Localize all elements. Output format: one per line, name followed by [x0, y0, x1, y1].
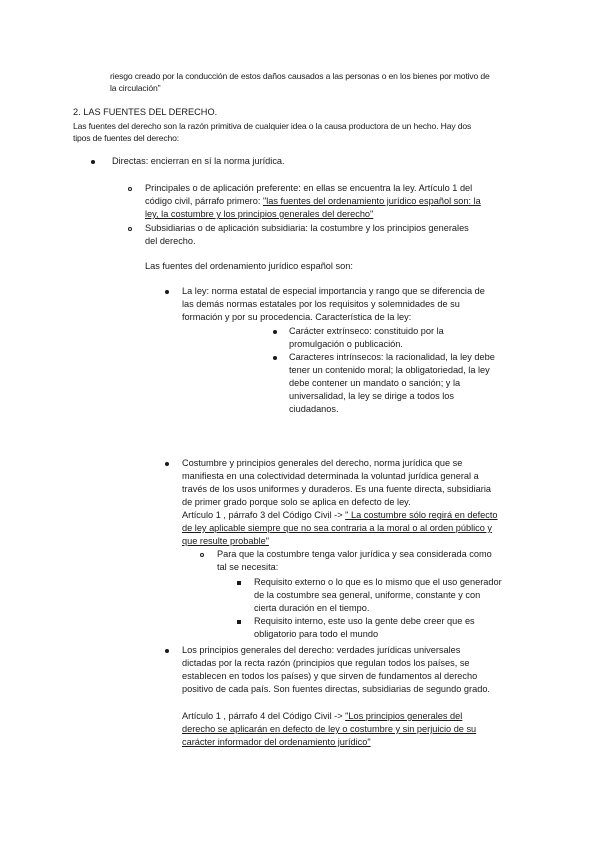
interno-line-2: obligatorio para todo el mundo	[254, 629, 379, 639]
intro-line-2: la circulación"	[110, 83, 161, 93]
principios-article-line-2: derecho se aplicarán en defecto de ley o costumbre y sin perjuicio de su	[182, 724, 477, 734]
bullet-dot-icon	[273, 356, 277, 360]
section-heading: 2. LAS FUENTES DEL DERECHO.	[73, 107, 218, 117]
bullet-dot-icon	[91, 160, 95, 164]
externo-line-3: cierta duración en el tiempo.	[254, 603, 370, 613]
costumbre-line-6: de ley aplicable siempre que no sea contraria a la moral o al orden público y	[182, 523, 493, 533]
principios-line-2: dictadas por la recta razón (principios que regulan todos los países, se	[182, 658, 470, 668]
principios-line-4: positivo de cada país. Son fuentes directas, subsidiarias de segundo grado.	[182, 684, 490, 694]
bullet-dot-icon	[165, 462, 169, 466]
principales-line-3: ley, la costumbre y los principios generales del derecho"	[145, 209, 374, 219]
externo-line-1: Requisito externo o lo que es lo mismo que el uso generador	[254, 577, 502, 587]
costumbre-line-3: través de los usos uniformes y duraderos. Es una fuente directa, subsidiaria	[182, 484, 491, 494]
list-item-directas: Directas: encierran en sí la norma jurídica.	[112, 156, 285, 166]
bullet-dot-icon	[165, 290, 169, 294]
costumbre-line-5: Artículo 1 , párrafo 3 del Código Civil -> " La costumbre sólo regirá en defecto	[182, 510, 498, 520]
ley-line-1: La ley: norma estatal de especial importancia y rango que se diferencia de	[182, 286, 485, 296]
costumbre-line-4: de primer grado porque solo se aplica en defecto de ley.	[182, 497, 411, 507]
principios-article-line-3: carácter informador del ordenamiento jurídico"	[182, 737, 371, 747]
bullet-circle-icon	[128, 227, 132, 231]
quote-underlined: "Los principios generales del	[345, 711, 463, 721]
intro-line-1: riesgo creado por la conducción de estos daños causados a las personas o en los bienes por motivo de	[110, 71, 490, 81]
quote-underlined: " La costumbre sólo regirá en defecto	[345, 510, 498, 520]
valor-line-2: tal se necesita:	[217, 562, 279, 572]
interno-line-1: Requisito interno, este uso la gente debe creer que es	[254, 616, 475, 626]
intrinsecos-line-3: debe contener un mandato o sanción; y la	[289, 378, 461, 388]
extrinseco-line-2: promulgación o publicación.	[289, 339, 403, 349]
ley-line-3: formación y por su procedencia. Característica de la ley:	[182, 312, 412, 322]
costumbre-line-1: Costumbre y principios generales del derecho, norma jurídica que se	[182, 458, 463, 468]
bullet-circle-icon	[200, 553, 204, 557]
principios-line-3: establecen en todos los países) y que sirven de fundamentos al derecho	[182, 671, 478, 681]
principios-line-1: Los principios generales del derecho: verdades jurídicas universales	[182, 645, 461, 655]
subsidiarias-line-1: Subsidiarias o de aplicación subsidiaria: la costumbre y los principios generales	[145, 223, 469, 233]
ley-line-2: las demás normas estatales por los requisitos y solemnidades de su	[182, 299, 460, 309]
intrinsecos-line-1: Caracteres intrínsecos: la racionalidad, la ley debe	[289, 352, 495, 362]
fuentes-intro: Las fuentes del ordenamiento jurídico español son:	[145, 261, 353, 271]
valor-line-1: Para que la costumbre tenga valor jurídica y sea considerada como	[217, 549, 492, 559]
intrinsecos-line-4: universalidad, la ley se dirige a todos los	[289, 391, 454, 401]
extrinseco-line-1: Carácter extrínseco: constituido por la	[289, 326, 444, 336]
bullet-square-icon	[237, 620, 241, 624]
externo-line-2: de la costumbre sea general, uniforme, constante y con	[254, 590, 481, 600]
intrinsecos-line-5: ciudadanos.	[289, 404, 339, 414]
bullet-circle-icon	[128, 187, 132, 191]
quote-underlined: "las fuentes del ordenamiento jurídico español son: la	[262, 196, 481, 206]
principales-line-1: Principales o de aplicación preferente: en ellas se encuentra la ley. Artículo 1 del	[145, 183, 473, 193]
costumbre-line-7: que resulte probable"	[182, 536, 270, 546]
intrinsecos-line-2: tener un contenido moral; la obligatoriedad, la ley	[289, 365, 490, 375]
section-paragraph-line-2: tipos de fuentes del derecho:	[73, 133, 180, 143]
bullet-dot-icon	[165, 649, 169, 653]
principios-article-line-1: Artículo 1 , párrafo 4 del Código Civil -> "Los principios generales del	[182, 711, 463, 721]
bullet-dot-icon	[273, 330, 277, 334]
bullet-square-icon	[237, 581, 241, 585]
costumbre-line-2: manifiesta en una colectividad determinada la voluntad jurídica general a	[182, 471, 479, 481]
principales-line-2: código civil, párrafo primero: "las fuentes del ordenamiento jurídico español son: la	[145, 196, 481, 206]
section-paragraph-line-1: Las fuentes del derecho son la razón primitiva de cualquier idea o la causa productora de un hecho. Hay dos	[73, 121, 472, 131]
subsidiarias-line-2: del derecho.	[145, 236, 196, 246]
